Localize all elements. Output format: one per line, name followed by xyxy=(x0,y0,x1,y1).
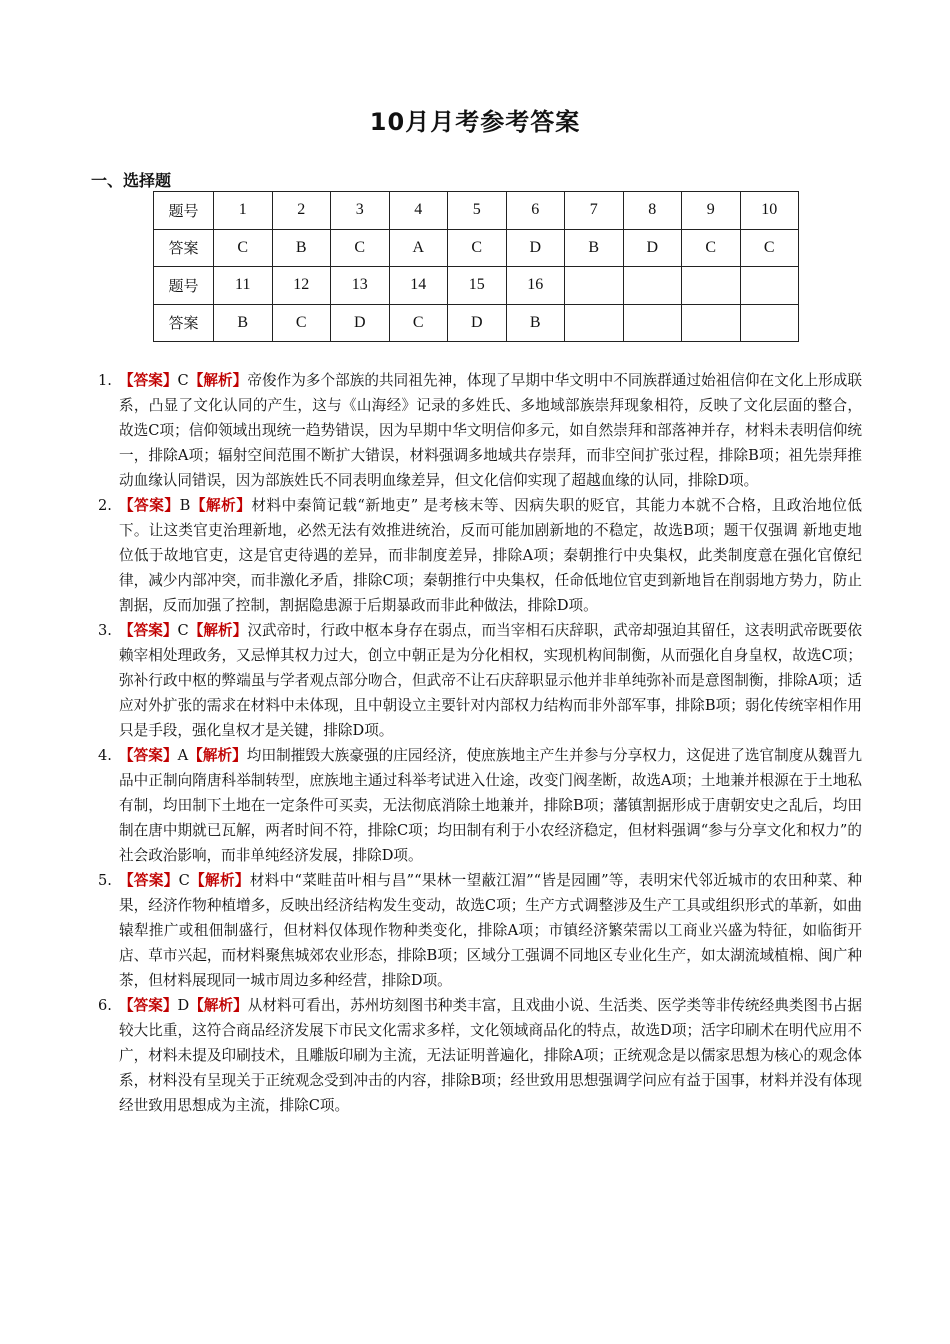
answer-tag: 【答案】 xyxy=(119,747,178,764)
answer-item xyxy=(98,618,862,743)
page-title: 10月月考参考答案 xyxy=(369,108,581,136)
table-cell: C xyxy=(389,304,448,342)
answer-tag: 【答案】 xyxy=(119,372,178,389)
analysis-tag: 【解析】 xyxy=(188,747,247,764)
table-cell xyxy=(740,267,799,305)
table-cell: 1 xyxy=(214,192,273,230)
analysis-text: 材料中“菜畦苗叶相与昌”“果林一望蔽江湄”“皆是园圃”等，表明宋代邻近城市的农田种菜、种果，经济作物种植增多，反映出经济结构发生变动，故选C项；生产方式调整涉及生产工具或组织形式的革新，如曲辕犁推广或租佃制盛行，但材料仅体现作物种类变化，排除A项；市镇经济繁荣需以工商业兴盛为特征，如临街开店、草市兴起，而材料聚焦城郊农业形态，排除B项；区域分工强调不同地区专业化生产，如太湖流域植棉、闽广种茶，但材料展现同一城市周边多种经营，排除D项。 xyxy=(119,872,862,989)
table-cell xyxy=(682,304,741,342)
row-header: 题号 xyxy=(154,192,214,230)
analysis-text: 汉武帝时，行政中枢本身存在弱点，而当宰相石庆辞职，武帝却强迫其留任，这表明武帝既要依赖宰相处理政务，又忌惮其权力过大，创立中朝正是为分化相权，实现机构间制衡，从而强化自身皇权，故选C项；弥补行政中枢的弊端虽与学者观点部分吻合，但武帝不让石庆辞职显示他并非单纯弥补而是意图制衡，排除A项；适应对外扩张的需求在材料中未体现，且中朝设立主要针对内部权力结构而非外部军事，排除B项；弱化传统宰相作用只是手段，强化皇权才是关键，排除D项。 xyxy=(119,622,862,739)
table-row xyxy=(154,229,799,267)
item-number: 3. xyxy=(98,622,112,639)
answer-letter: A xyxy=(177,747,189,764)
row-header: 题号 xyxy=(154,267,214,305)
item-number: 2. xyxy=(98,497,112,514)
table-cell: 2 xyxy=(272,192,331,230)
table-cell: C xyxy=(331,229,390,267)
table-cell: B xyxy=(272,229,331,267)
table-cell: C xyxy=(682,229,741,267)
table-cell xyxy=(682,267,741,305)
answer-tag: 【答案】 xyxy=(119,997,178,1014)
table-row xyxy=(154,192,799,230)
table-cell: 15 xyxy=(448,267,507,305)
analysis-tag: 【解析】 xyxy=(189,997,248,1014)
answer-letter: B xyxy=(179,497,191,514)
table-cell xyxy=(565,304,624,342)
row-header: 答案 xyxy=(154,229,214,267)
table-cell: 8 xyxy=(623,192,682,230)
table-cell xyxy=(565,267,624,305)
table-cell: C xyxy=(272,304,331,342)
answer-letter: C xyxy=(178,872,190,889)
analysis-text: 材料中秦简记载“新地吏” 是考核末等、因病失职的贬官，其能力本就不合格，且政治地位低下。让这类官吏治理新地，必然无法有效推进统治，反而可能加剧新地的不稳定，故选B项；题干仅强调 新地吏地位低于故地官吏，这是官吏待遇的差异，而非制度差异，排除A项；秦朝推行中央集权，此类制度意在强化官僚纪律，减少内部冲突，而非激化矛盾，排除C项；秦朝推行中央集权，任命低地位官吏到新地旨在削弱地方势力，防止割据，反而加强了控制，割据隐患源于后期暴政而非此种做法，排除D项。 xyxy=(119,497,862,614)
table-cell: 16 xyxy=(506,267,565,305)
analysis-tag: 【解析】 xyxy=(190,497,252,514)
table-cell: A xyxy=(389,229,448,267)
answer-letter: C xyxy=(177,622,189,639)
table-cell xyxy=(623,304,682,342)
answer-item xyxy=(98,743,862,868)
table-row xyxy=(154,267,799,305)
table-cell xyxy=(740,304,799,342)
table-cell: C xyxy=(448,229,507,267)
table-cell: 7 xyxy=(565,192,624,230)
answer-letter: C xyxy=(177,372,189,389)
answer-item xyxy=(98,493,862,618)
analysis-list xyxy=(98,368,862,1118)
table-cell: D xyxy=(506,229,565,267)
item-number: 6. xyxy=(98,997,112,1014)
item-number: 4. xyxy=(98,747,112,764)
table-cell: 11 xyxy=(214,267,273,305)
answer-tag: 【答案】 xyxy=(119,622,178,639)
section-heading: 一、选择题 xyxy=(91,171,172,190)
answer-tag: 【答案】 xyxy=(119,872,179,889)
table-cell: 9 xyxy=(682,192,741,230)
table-cell: B xyxy=(506,304,565,342)
answer-letter: D xyxy=(177,997,190,1014)
table-cell: 12 xyxy=(272,267,331,305)
table-cell: 14 xyxy=(389,267,448,305)
table-row xyxy=(154,304,799,342)
table-cell: B xyxy=(565,229,624,267)
table-cell: D xyxy=(448,304,507,342)
item-number: 5. xyxy=(98,872,112,889)
table-cell: D xyxy=(623,229,682,267)
answer-tag: 【答案】 xyxy=(119,497,180,514)
analysis-text: 帝俊作为多个部族的共同祖先神，体现了早期中华文明中不同族群通过始祖信仰在文化上形成联系，凸显了文化认同的产生，这与《山海经》记录的多姓氏、多地域部族崇拜现象相符，反映了文化层面的整合，故选C项；信仰领域出现统一趋势错误，因为早期中华文明信仰多元，如自然崇拜和部落神并存，材料未表明信仰统一，排除A项；辐射空间范围不断扩大错误，材料强调多地域共存崇拜，而非空间扩张过程，排除B项；祖先崇拜推动血缘认同错误，因为部族姓氏不同表明血缘差异，但文化信仰实现了超越血缘的认同，排除D项。 xyxy=(119,372,862,489)
analysis-text: 均田制摧毁大族豪强的庄园经济，使庶族地主产生并参与分享权力，这促进了选官制度从魏晋九品中正制向隋唐科举制转型，庶族地主通过科举考试进入仕途，改变门阀垄断，故选A项；土地兼并根源在于土地私有制，均田制下土地在一定条件可买卖，无法彻底消除土地兼并，排除B项；藩镇割据形成于唐朝安史之乱后，均田制在唐中期就已瓦解，两者时间不符，排除C项；均田制有利于小农经济稳定，但材料强调“参与分享文化和权力”的社会政治影响，而非单纯经济发展，排除D项。 xyxy=(119,747,862,864)
table-cell: 10 xyxy=(740,192,799,230)
answer-item xyxy=(98,368,862,493)
answer-table xyxy=(153,191,799,342)
table-cell: 4 xyxy=(389,192,448,230)
table-cell: C xyxy=(214,229,273,267)
table-cell: 13 xyxy=(331,267,390,305)
analysis-tag: 【解析】 xyxy=(188,622,248,639)
table-cell: C xyxy=(740,229,799,267)
item-number: 1. xyxy=(98,372,112,389)
answer-item xyxy=(98,993,862,1118)
analysis-text: 从材料可看出，苏州坊刻图书种类丰富，且戏曲小说、生活类、医学类等非传统经典类图书占据较大比重，这符合商品经济发展下市民文化需求多样，文化领域商品化的特点，故选D项；活字印刷术在明代应用不广，材料未提及印刷技术，且雕版印刷为主流，无法证明普遍化，排除A项；正统观念是以儒家思想为核心的观念体系，材料没有呈现关于正统观念受到冲击的内容，排除B项；经世致用思想强调学问应有益于国事，材料并没有体现经世致用思想成为主流，排除C项。 xyxy=(119,997,862,1114)
table-cell xyxy=(623,267,682,305)
table-cell: 5 xyxy=(448,192,507,230)
table-cell: D xyxy=(331,304,390,342)
answer-item xyxy=(98,868,862,993)
table-cell: B xyxy=(214,304,273,342)
row-header: 答案 xyxy=(154,304,214,342)
table-cell: 3 xyxy=(331,192,390,230)
analysis-tag: 【解析】 xyxy=(188,372,248,389)
analysis-tag: 【解析】 xyxy=(189,872,250,889)
table-cell: 6 xyxy=(506,192,565,230)
